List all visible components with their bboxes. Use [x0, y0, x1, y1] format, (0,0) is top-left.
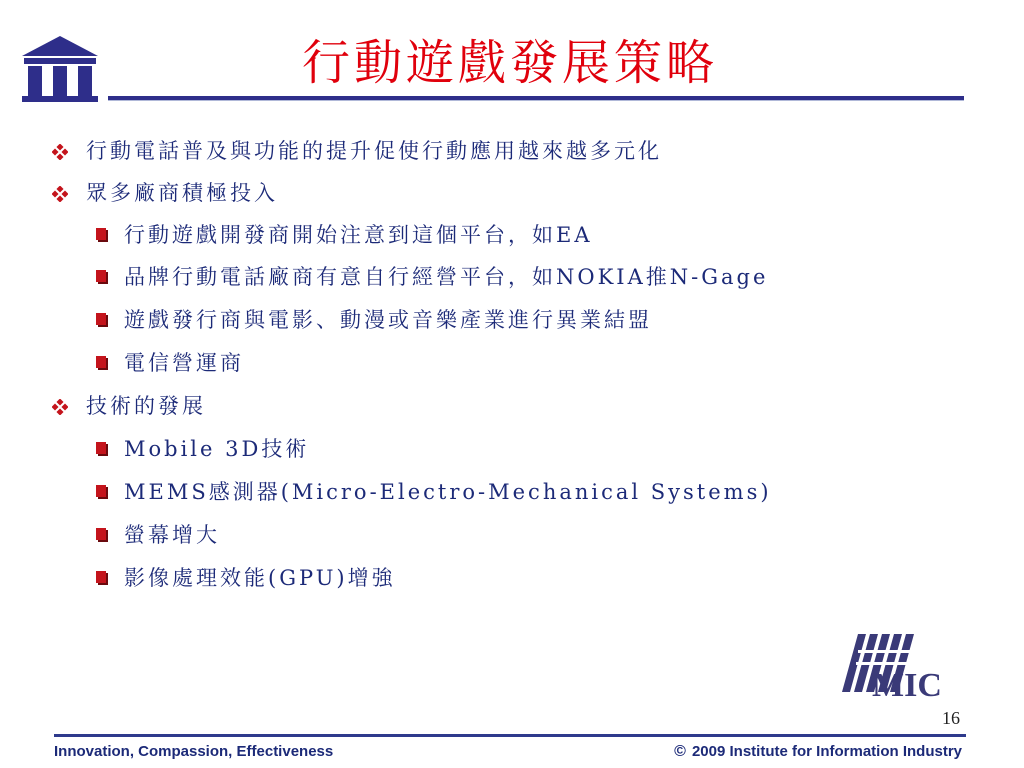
list-item: [96, 220, 593, 250]
list-item-text: 行動電話普及與功能的提升促使行動應用越來越多元化: [86, 139, 662, 163]
list-item: [96, 262, 768, 292]
list-item: [96, 477, 772, 507]
list-item: [96, 305, 652, 335]
list-item-text: 行動遊戲開發商開始注意到這個平台，如EA: [124, 223, 593, 247]
list-item: [52, 391, 206, 421]
title-underline: [108, 96, 964, 101]
slide-title: 行動遊戲發展策略: [301, 35, 718, 91]
diamond-bullet-icon: [52, 144, 68, 160]
list-item-text: 技術的發展: [86, 394, 206, 418]
square-bullet-icon: [96, 571, 106, 583]
square-bullet-icon: [96, 228, 106, 240]
institute-building-logo: [18, 34, 102, 104]
mic-logo-text: MIC: [872, 667, 942, 702]
list-item-text: Mobile 3D技術: [124, 437, 310, 461]
square-bullet-icon: [96, 313, 106, 325]
list-item: [96, 348, 244, 378]
square-bullet-icon: [96, 270, 106, 282]
list-item-text: 遊戲發行商與電影、動漫或音樂產業進行異業結盟: [124, 308, 652, 332]
mic-logo: [840, 632, 950, 702]
copyright-text: 2009 Institute for Information Industry: [691, 743, 962, 760]
list-item: [96, 563, 396, 593]
copyright-symbol: ©: [674, 743, 686, 760]
footer-tagline: Innovation, Compassion, Effectiveness: [54, 743, 334, 760]
list-item: [52, 178, 278, 208]
list-item: [96, 520, 220, 550]
square-bullet-icon: [96, 528, 106, 540]
list-item: [96, 434, 309, 464]
diamond-bullet-icon: [52, 399, 68, 415]
list-item-text: 眾多廠商積極投入: [86, 181, 278, 205]
square-bullet-icon: [96, 442, 106, 454]
list-item-text: 電信營運商: [124, 351, 244, 375]
footer-divider: [54, 734, 966, 737]
list-item: [52, 136, 662, 166]
list-item-text: 影像處理效能(GPU)增強: [124, 566, 396, 590]
list-item-text: 螢幕增大: [124, 523, 220, 547]
list-item-text: 品牌行動電話廠商有意自行經營平台，如NOKIA推N-Gage: [124, 265, 769, 289]
page-number: 16: [942, 708, 960, 728]
diamond-bullet-icon: [52, 186, 68, 202]
square-bullet-icon: [96, 356, 106, 368]
list-item-text: MEMS感測器(Micro-Electro-Mechanical Systems): [124, 480, 772, 504]
square-bullet-icon: [96, 485, 106, 497]
footer-copyright: [674, 741, 962, 763]
